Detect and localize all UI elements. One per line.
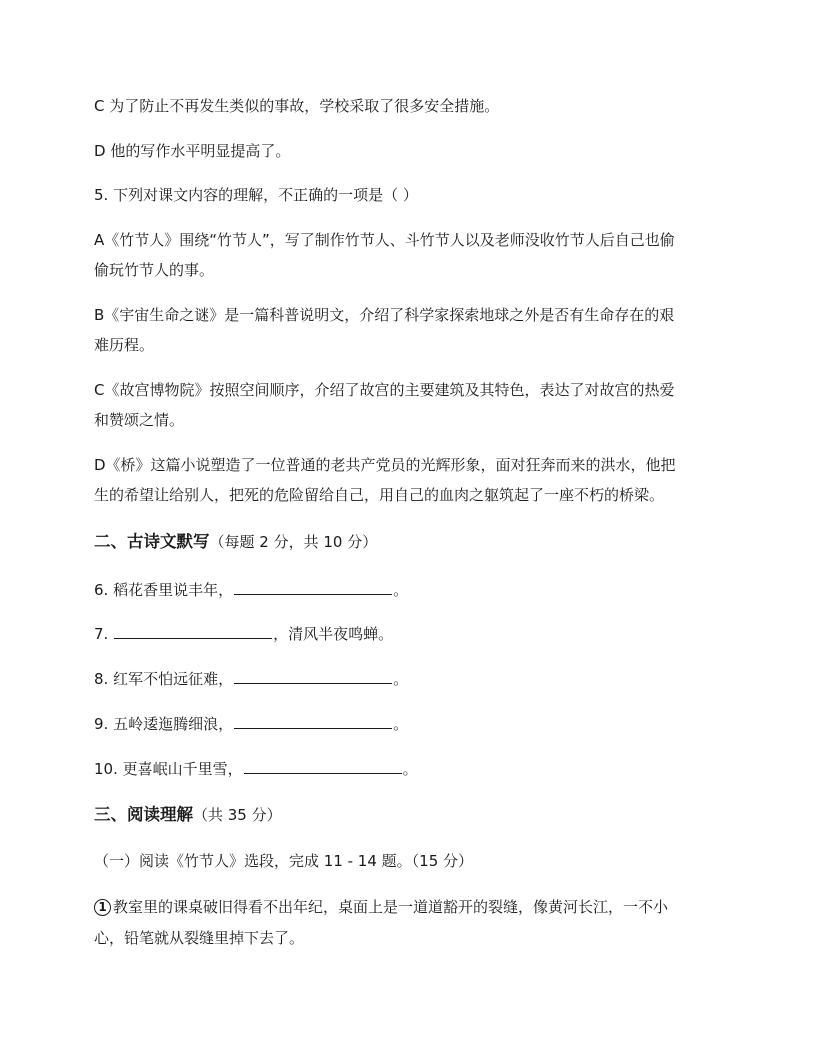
section2-title: 二、古诗文默写 (94, 532, 210, 551)
q10-answer-blank[interactable] (244, 759, 402, 774)
q9-answer-blank[interactable] (234, 714, 392, 729)
q5-option-b-line2: 难历程。 (94, 336, 155, 354)
q5-option-c-line1: C《故宫博物院》按照空间顺序，介绍了故宫的主要建筑及其特色，表达了对故宫的热爱 (94, 381, 675, 399)
section3-part1-instruction: （一）阅读《竹节人》选段，完成 11 - 14 题。（15 分） (94, 852, 474, 870)
passage-paragraph1-line1 (94, 897, 724, 917)
q10 (94, 759, 724, 779)
q6 (94, 580, 724, 600)
q8 (94, 669, 724, 689)
q8-end: 。 (393, 670, 409, 688)
q5-option-c-line2: 和赞颂之情。 (94, 411, 185, 429)
q5-option-b-line1: B《宇宙生命之谜》是一篇科普说明文，介绍了科学家探索地球之外是否有生命存在的艰 (94, 306, 675, 324)
q7-number: 7. (94, 625, 114, 643)
q8-prompt: 8. 红军不怕远征难， (94, 670, 234, 688)
q9-prompt: 9. 五岭逶迤腾细浪， (94, 715, 234, 733)
q9-end: 。 (393, 715, 409, 733)
q4-option-d: D 他的写作水平明显提高了。 (94, 142, 291, 160)
section2-heading (94, 532, 724, 552)
q6-prompt: 6. 稻花香里说丰年， (94, 581, 234, 599)
q10-prompt: 10. 更喜岷山千里雪， (94, 760, 243, 778)
q6-end: 。 (393, 581, 409, 599)
q6-answer-blank[interactable] (234, 580, 392, 595)
paragraph1-text: 教室里的课桌破旧得看不出年纪，桌面上是一道道豁开的裂缝，像黄河长江，一不小 (113, 898, 669, 916)
q5-option-a-line2: 偷玩竹节人的事。 (94, 261, 215, 279)
section3-title: 三、阅读理解 (94, 805, 193, 824)
passage-paragraph1-line2: 心，铅笔就从裂缝里掉下去了。 (94, 929, 305, 947)
q10-end: 。 (402, 760, 418, 778)
q7 (94, 624, 724, 644)
q4-option-c: C 为了防止不再发生类似的事故，学校采取了很多安全措施。 (94, 97, 500, 115)
q5-option-d-line2: 生的希望让给别人，把死的危险留给自己，用自己的血肉之躯筑起了一座不朽的桥梁。 (94, 486, 665, 504)
q7-prompt: ，清风半夜鸣蝉。 (273, 625, 394, 643)
q5-option-d-line1: D《桥》这篇小说塑造了一位普通的老共产党员的光辉形象，面对狂奔而来的洪水，他把 (94, 456, 676, 474)
q7-answer-blank[interactable] (114, 624, 272, 639)
paragraph-number-badge: 1 (94, 899, 111, 916)
section3-score: （共 35 分） (193, 806, 282, 824)
section3-heading (94, 805, 724, 825)
q5-stem: 5. 下列对课文内容的理解，不正确的一项是（ ） (94, 186, 418, 204)
q5-option-a-line1: A《竹节人》围绕“竹节人”，写了制作竹节人、斗竹节人以及老师没收竹节人后自己也偷 (94, 231, 675, 249)
q9 (94, 714, 724, 734)
section2-score: （每题 2 分，共 10 分） (209, 533, 378, 551)
q8-answer-blank[interactable] (234, 669, 392, 684)
